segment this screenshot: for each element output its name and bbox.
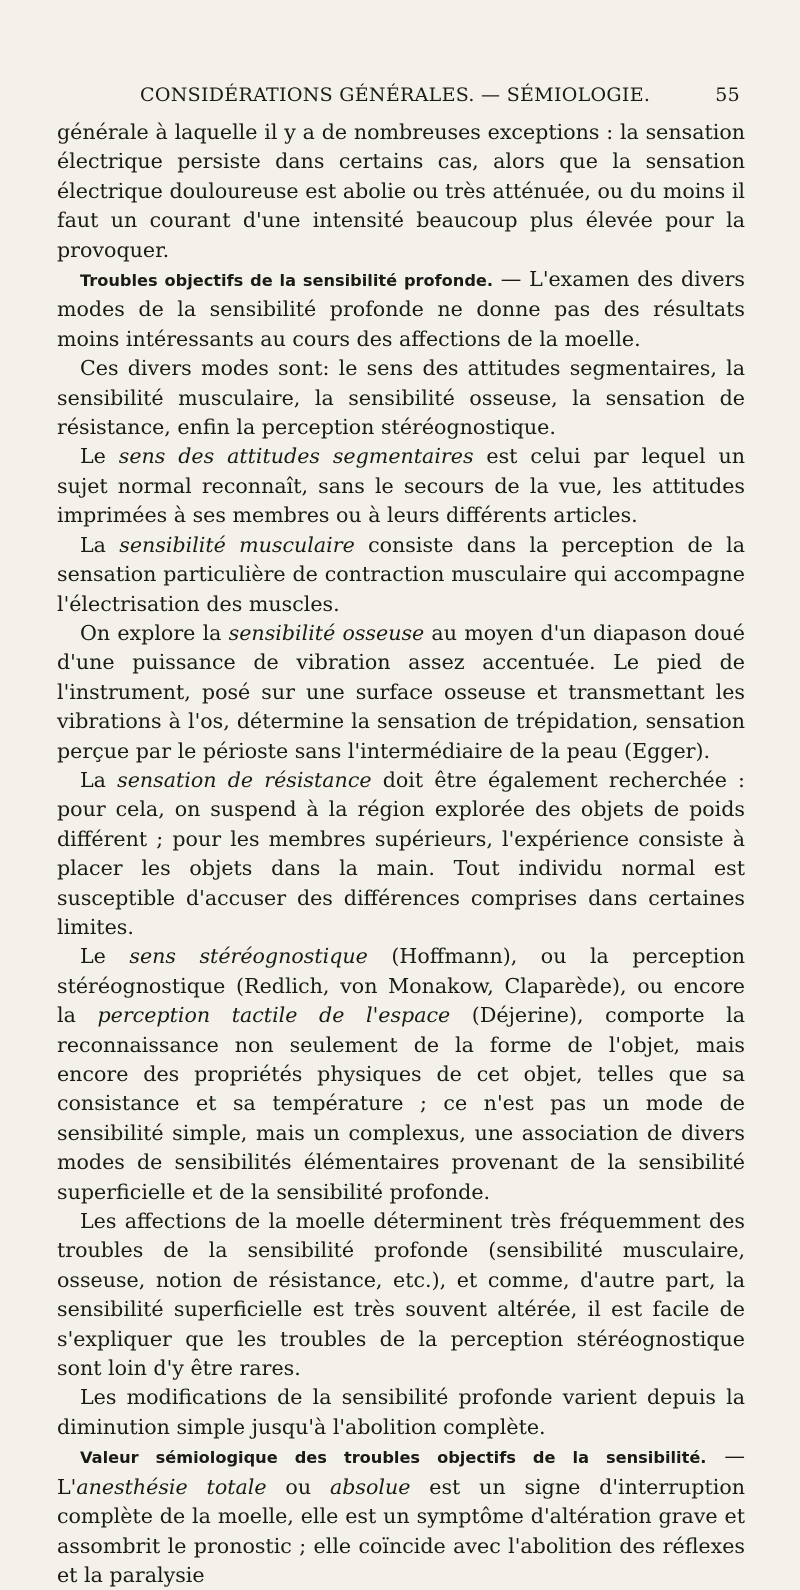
page-number: 55 <box>715 84 740 106</box>
paragraph-modifications: Les modifications de la sensibilité profonde varient depuis la diminution simple jusqu'à l'abolition complète. <box>57 1385 745 1439</box>
term-italic: sens stéréognostique <box>129 944 368 969</box>
term-italic: sensibilité musculaire <box>119 532 355 557</box>
term-italic: sensation de résistance <box>117 767 372 792</box>
paragraph-resistance: La sensation de résistance doit être également recherchée : pour cela, on suspend à la région explorée des objets de poids différent ; pour les membres supérieurs, l'expérience consiste à placer les objets dans la main. Tout individu normal est susceptible d'accuser des différences comprises dans certaines limites. <box>57 767 745 939</box>
paragraph-segmental-attitudes: Le sens des attitudes segmentaires est celui par lequel un sujet normal reconnaît, sans le secours de la vue, les attitudes imprimées à ses membres ou à leurs différents articles. <box>57 444 746 528</box>
paragraph-continuation: générale à laquelle il y a de nombreuses exceptions : la sensation électrique persiste dans certains cas, alors que la sensation électrique douloureuse est abolie ou très atténuée, ou du moins il faut un courant d'une intensité beaucoup plus élevée pour la provoquer. <box>57 120 745 262</box>
term-italic: anesthésie totale <box>76 1474 267 1499</box>
term-italic: perception tactile de l'espace <box>97 1003 451 1028</box>
header-title: CONSIDÉRATIONS GÉNÉRALES. — SÉMIOLOGIE. <box>140 84 651 106</box>
section-heading: Valeur sémiologique des troubles objectifs de la sensibilité. <box>80 1448 707 1468</box>
paragraph-section-deep-sensibility: Troubles objectifs de la sensibilité profonde. — L'examen des divers modes de la sensibilité profonde ne donne pas des résultats moins intéressants au cours des affections de la moelle. <box>57 267 745 351</box>
paragraph-cord-affections: Les affections de la moelle déterminent très fréquemment des troubles de la sensibilité profonde (sensibilité musculaire, osseuse, notion de résistance, etc.), et comme, d'autre part, la sensibilité superficielle est très souvent altérée, il est facile de s'expliquer que les troubles de la perception stéréognostique sont loin d'y être rares. <box>57 1209 745 1381</box>
section-heading: Troubles objectifs de la sensibilité profonde. <box>80 271 494 291</box>
running-header <box>140 84 740 106</box>
paragraph-bone-sensibility: On explore la sensibilité osseuse au moyen d'un diapason doué d'une puissance de vibration assez accentuée. Le pied de l'instrument, posé sur une surface osseuse et transmettant les vibrations à l'os, détermine la sensation de trépidation, sensation perçue par le périoste sans l'intermédiaire de la peau (Egger). <box>57 620 745 763</box>
paragraph-section-semiological-value: Valeur sémiologique des troubles objectifs de la sensibilité. — L'anesthésie totale ou absolue est un signe d'interruption complète de la moelle, elle est un symptôme d'altération grave et assombrit le pronostic ; elle coïncide avec l'abolition des réflexes et la paralysie <box>57 1444 746 1587</box>
paragraph-muscular-sensibility: La sensibilité musculaire consiste dans la perception de la sensation particulière de contraction musculaire qui accompagne l'électrisation des muscles. <box>57 532 746 616</box>
term-italic: absolue <box>329 1474 411 1499</box>
paragraph-modes: Ces divers modes sont: le sens des attitudes segmentaires, la sensibilité musculaire, la sensibilité osseuse, la sensation de résistance, enfin la perception stéréognostique. <box>57 356 745 440</box>
term-italic: sensibilité osseuse <box>228 620 425 645</box>
paragraph-stereognosis: Le sens stéréognostique (Hoffmann), ou la perception stéréognostique (Redlich, von Monakow, Claparède), ou encore la perception tactile de l'espace (Déjerine), comporte la reconnaissance non seulement de la forme de l'objet, mais encore des propriétés physiques de cet objet, telles que sa consistance et sa température ; ce n'est pas un mode de sensibilité simple, mais un complexus, une association de divers modes de sensibilités élémentaires provenant de la sensibilité superficielle et de la sensibilité profonde. <box>57 944 745 1204</box>
term-italic: sens des attitudes segmentaires <box>118 444 474 469</box>
body-text <box>57 118 745 1590</box>
